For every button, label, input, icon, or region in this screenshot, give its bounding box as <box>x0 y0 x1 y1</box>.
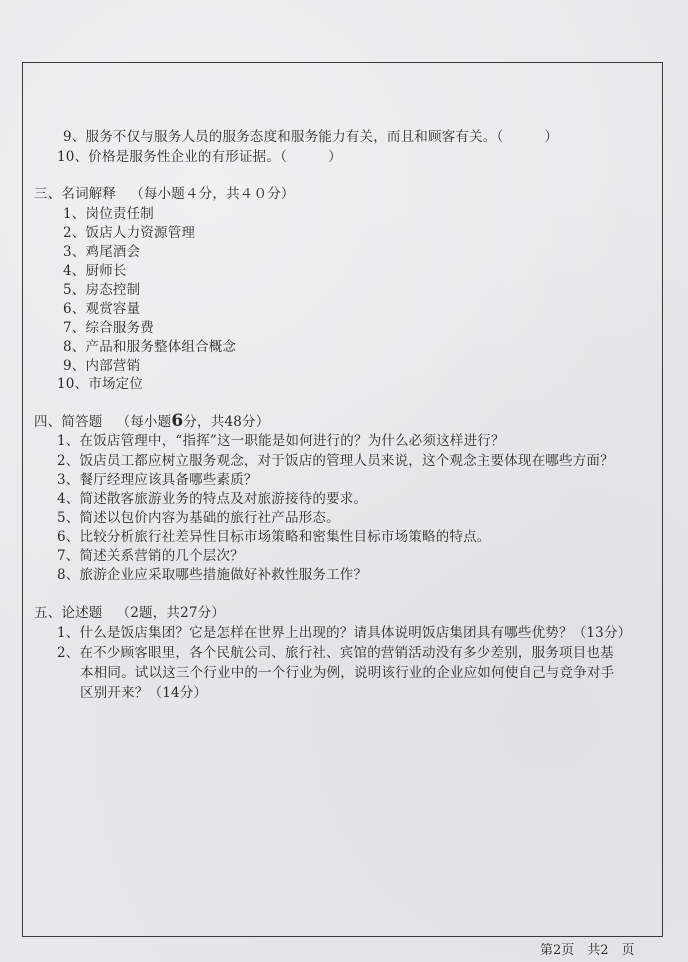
short-answer-item: 5、简述以包价内容为基础的旅行社产品形态。 <box>57 510 340 526</box>
essay-question-2-line-2: 本相同。试以这三个行业中的一个行业为例，说明该行业的企业应如何使自己与竞争对手 <box>80 665 615 681</box>
short-answer-item: 3、餐厅经理应该具备哪些素质？ <box>57 472 258 488</box>
term-item: 8、产品和服务整体组合概念 <box>63 339 237 355</box>
section-3-title: 三、名词解释 <box>34 186 117 202</box>
term-item: 10、市场定位 <box>57 376 144 392</box>
term-item: 4、厨师长 <box>63 263 127 279</box>
section-4-heading <box>34 413 269 430</box>
term-item: 6、观赏容量 <box>63 301 141 317</box>
section-3-heading <box>34 186 295 202</box>
short-answer-item: 7、简述关系营销的几个层次？ <box>57 548 244 564</box>
term-item: 9、内部营销 <box>63 358 141 374</box>
section-4-note <box>116 411 270 431</box>
short-answer-item: 6、比较分析旅行社差异性目标市场策略和密集性目标市场策略的特点。 <box>57 529 491 545</box>
term-item: 2、饭店人力资源管理 <box>63 225 196 241</box>
term-item: 7、综合服务费 <box>63 320 154 336</box>
short-answer-item: 4、简述散客旅游业务的特点及对旅游接待的要求。 <box>57 491 368 507</box>
section-5-note: （2题，共27分） <box>116 605 226 621</box>
section-4-note-num: 6 <box>171 411 184 431</box>
essay-question-2-line-1: 2、在不少顾客眼里，各个民航公司、旅行社、宾馆的营销活动没有多少差别，服务项目也基 <box>57 645 614 661</box>
page-number: 第2页 共2 页 <box>540 943 635 958</box>
section-5-heading <box>34 605 225 621</box>
term-item: 1、岗位责任制 <box>63 206 154 222</box>
tf-item-10: 10、价格是服务性企业的有形证据。（ ） <box>57 149 342 165</box>
short-answer-item: 8、旅游企业应采取哪些措施做好补救性服务工作？ <box>57 567 368 583</box>
section-4-note-pre: （每小题 <box>116 414 172 430</box>
section-4-note-post: 分，共48分） <box>183 414 270 430</box>
term-item: 3、鸡尾酒会 <box>63 244 141 260</box>
tf-item-9: 9、服务不仅与服务人员的服务态度和服务能力有关，而且和顾客有关。（ ） <box>63 129 559 145</box>
section-5-title: 五、论述题 <box>34 605 103 621</box>
short-answer-item: 2、饭店员工都应树立服务观念，对于饭店的管理人员来说，这个观念主要体现在哪些方面？ <box>57 453 614 469</box>
section-3-note: （每小题４分，共４０分） <box>130 186 295 202</box>
essay-question-1: 1、什么是饭店集团？它是怎样在世界上出现的？请具体说明饭店集团具有哪些优势？（13分） <box>57 625 632 641</box>
section-4-title: 四、简答题 <box>34 414 103 430</box>
essay-question-2-line-3: 区别开来？（14分） <box>80 685 208 701</box>
term-item: 5、房态控制 <box>63 282 141 298</box>
short-answer-item: 1、在饭店管理中，“指挥”这一职能是如何进行的？为什么必须这样进行？ <box>57 433 505 449</box>
